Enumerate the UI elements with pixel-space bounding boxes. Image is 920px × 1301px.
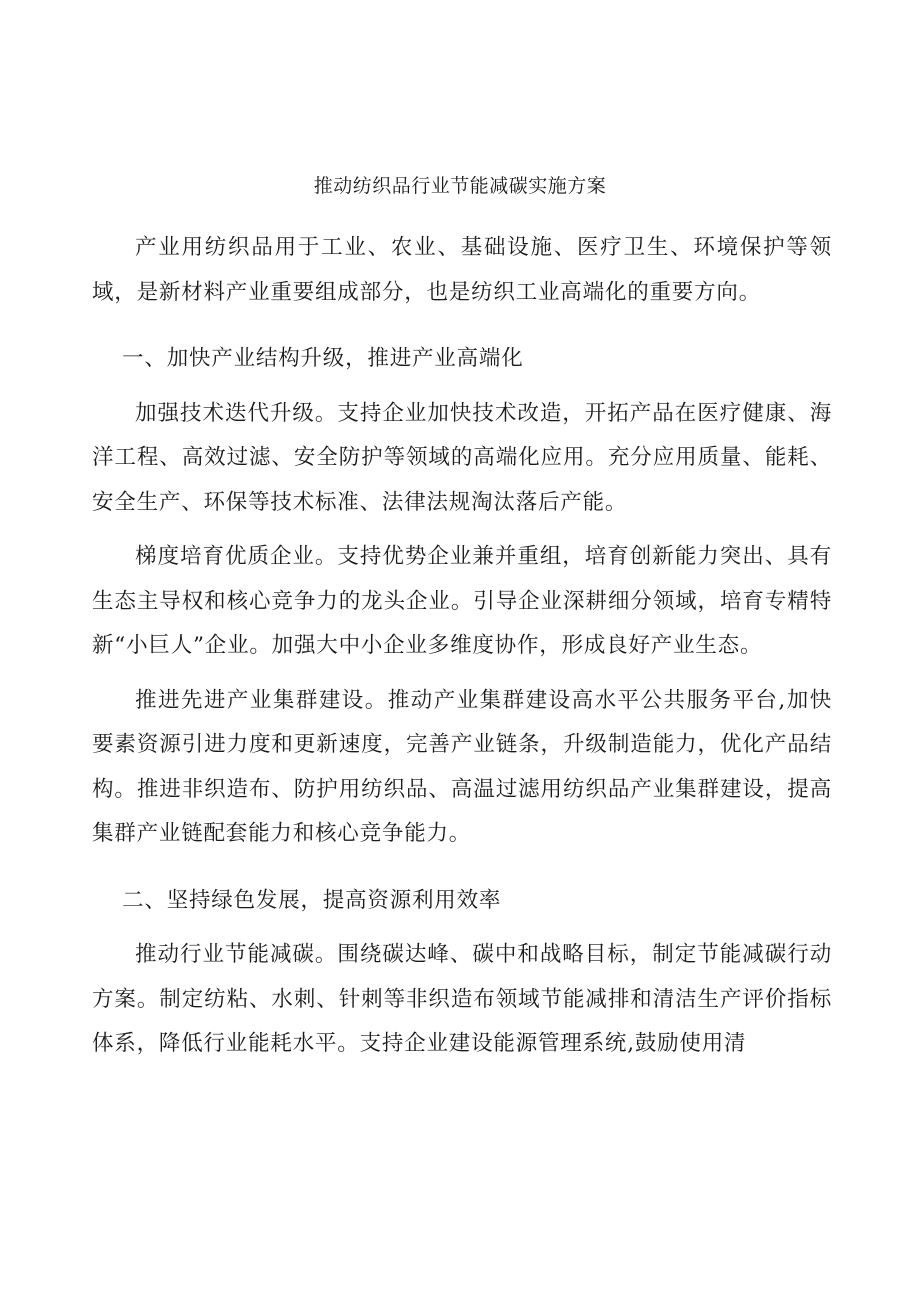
section-1-heading: 一、加快产业结构升级，推进产业高端化: [122, 346, 524, 371]
section-2-heading: 二、坚持绿色发展，提高资源利用效率: [122, 887, 502, 913]
section-1-paragraph-3: 推进先进产业集群建设。推动产业集群建设高水平公共服务平台,加快要素资源引进力度和更新速度，完善产业链条，升级制造能力，优化产品结构。推进非织造布、防护用纺织品、高温过滤用纺织品产业集群建设，提高集群产业链配套能力和核心竞争能力。: [92, 687, 832, 846]
intro-paragraph: 产业用纺织品用于工业、农业、基础设施、医疗卫生、环境保护等领域，是新材料产业重要组成部分，也是纺织工业高端化的重要方向。: [92, 235, 832, 305]
section-1-paragraph-1: 加强技术迭代升级。支持企业加快技术改造，开拓产品在医疗健康、海洋工程、高效过滤、安全防护等领域的高端化应用。充分应用质量、能耗、安全生产、环保等技术标准、法律法规淘汰落后产能。: [92, 400, 832, 515]
document-title: 推动纺织品行业节能减碳实施方案: [313, 175, 607, 197]
section-2-paragraph-1: 推动行业节能减碳。围绕碳达峰、碳中和战略目标，制定节能减碳行动方案。制定纺粘、水刺、针刺等非织造布领域节能减排和清洁生产评价指标体系，降低行业能耗水平。支持企业建设能源管理系统,鼓励使用清: [92, 942, 832, 1056]
section-1-paragraph-2: 梯度培育优质企业。支持优势企业兼并重组，培育创新能力突出、具有生态主导权和核心竞争力的龙头企业。引导企业深耕细分领域，培育专精特新“小巨人”企业。加强大中小企业多维度协作，形成良好产业生态。: [92, 544, 832, 658]
document-body: [92, 226, 832, 1067]
